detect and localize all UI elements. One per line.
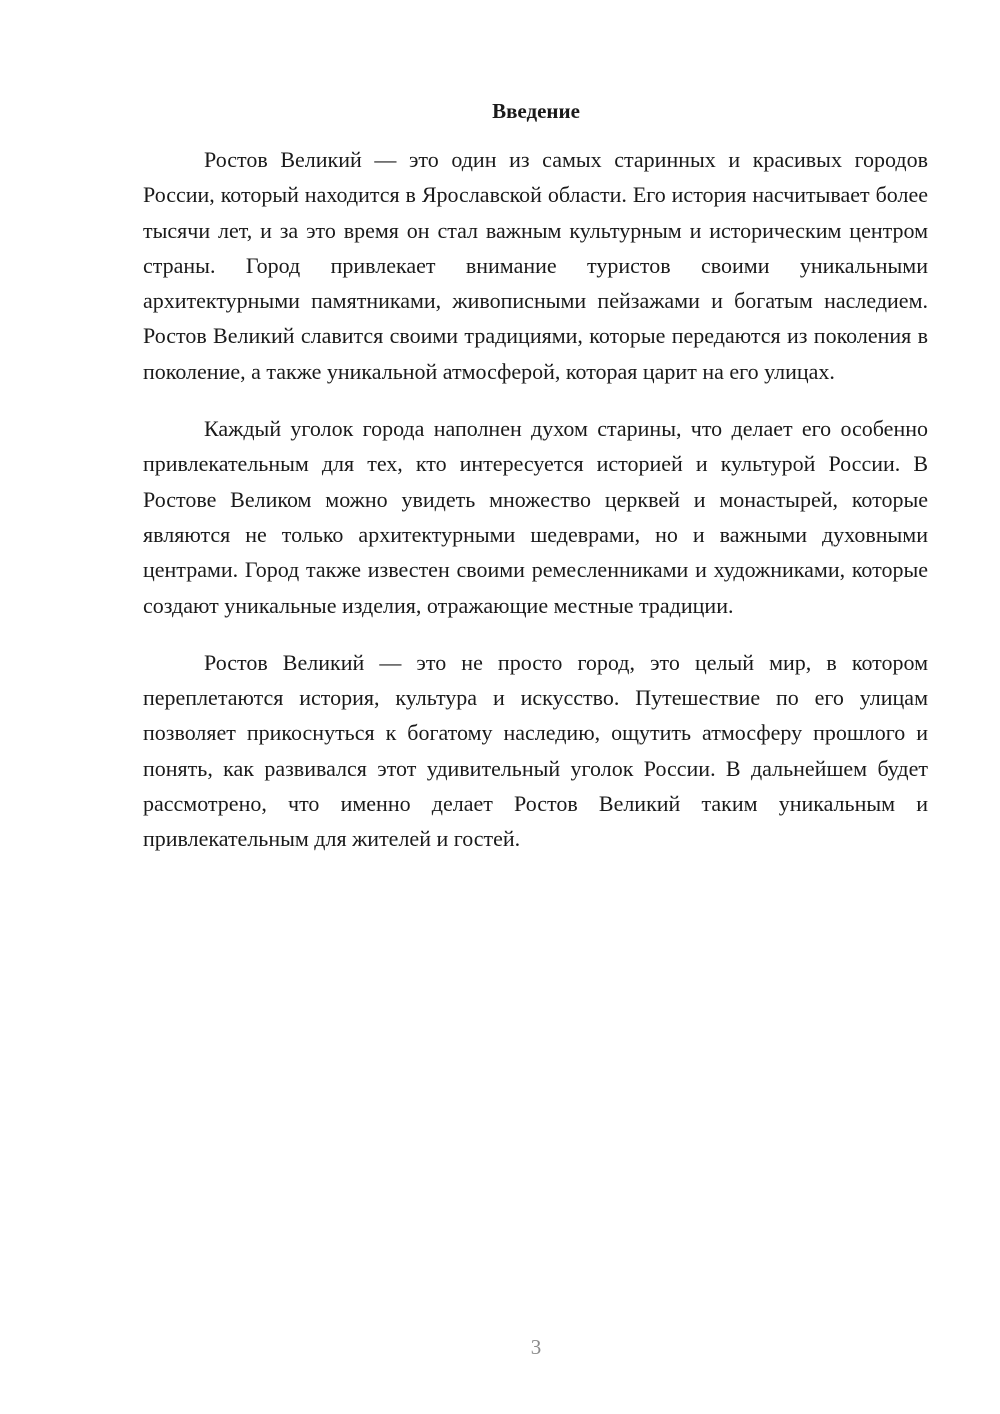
section-title: Введение (492, 99, 580, 123)
body-text (143, 142, 928, 879)
paragraph-3: Ростов Великий — это не просто город, это целый мир, в котором переплетаются история, культура и искусство. Путешествие по его улицам позволяет прикоснуться к богатому наследию, ощутить атмосферу прошлого и понять, как развивался этот удивительный уголок России. В дальнейшем будет рассмотрено, что именно делает Ростов Великий таким уникальным и привлекательным для жителей и гостей. (143, 649, 928, 852)
paragraph-1: Ростов Великий — это один из самых старинных и красивых городов России, который находится в Ярославской области. Его история насчитывает более тысячи лет, и за это время он стал важным культурным и историческим центром страны. Город привлекает внимание туристов своими уникальными архитектурными памятниками, живописными пейзажами и богатым наследием. Ростов Великий славится своими традициями, которые передаются из поколения в поколение, а также уникальной атмосферой, которая царит на его улицах. (143, 147, 928, 384)
page-number: 3 (530, 1335, 542, 1359)
paragraph-2: Каждый уголок города наполнен духом старины, что делает его особенно привлекательным для тех, кто интересуется историей и культурой России. В Ростове Великом можно увидеть множество церквей и монастырей, которые являются не только архитектурными шедеврами, но и важными духовными центрами. Город также известен своими ремесленниками и художниками, которые создают уникальные изделия, отражающие местные традиции. (143, 416, 928, 618)
